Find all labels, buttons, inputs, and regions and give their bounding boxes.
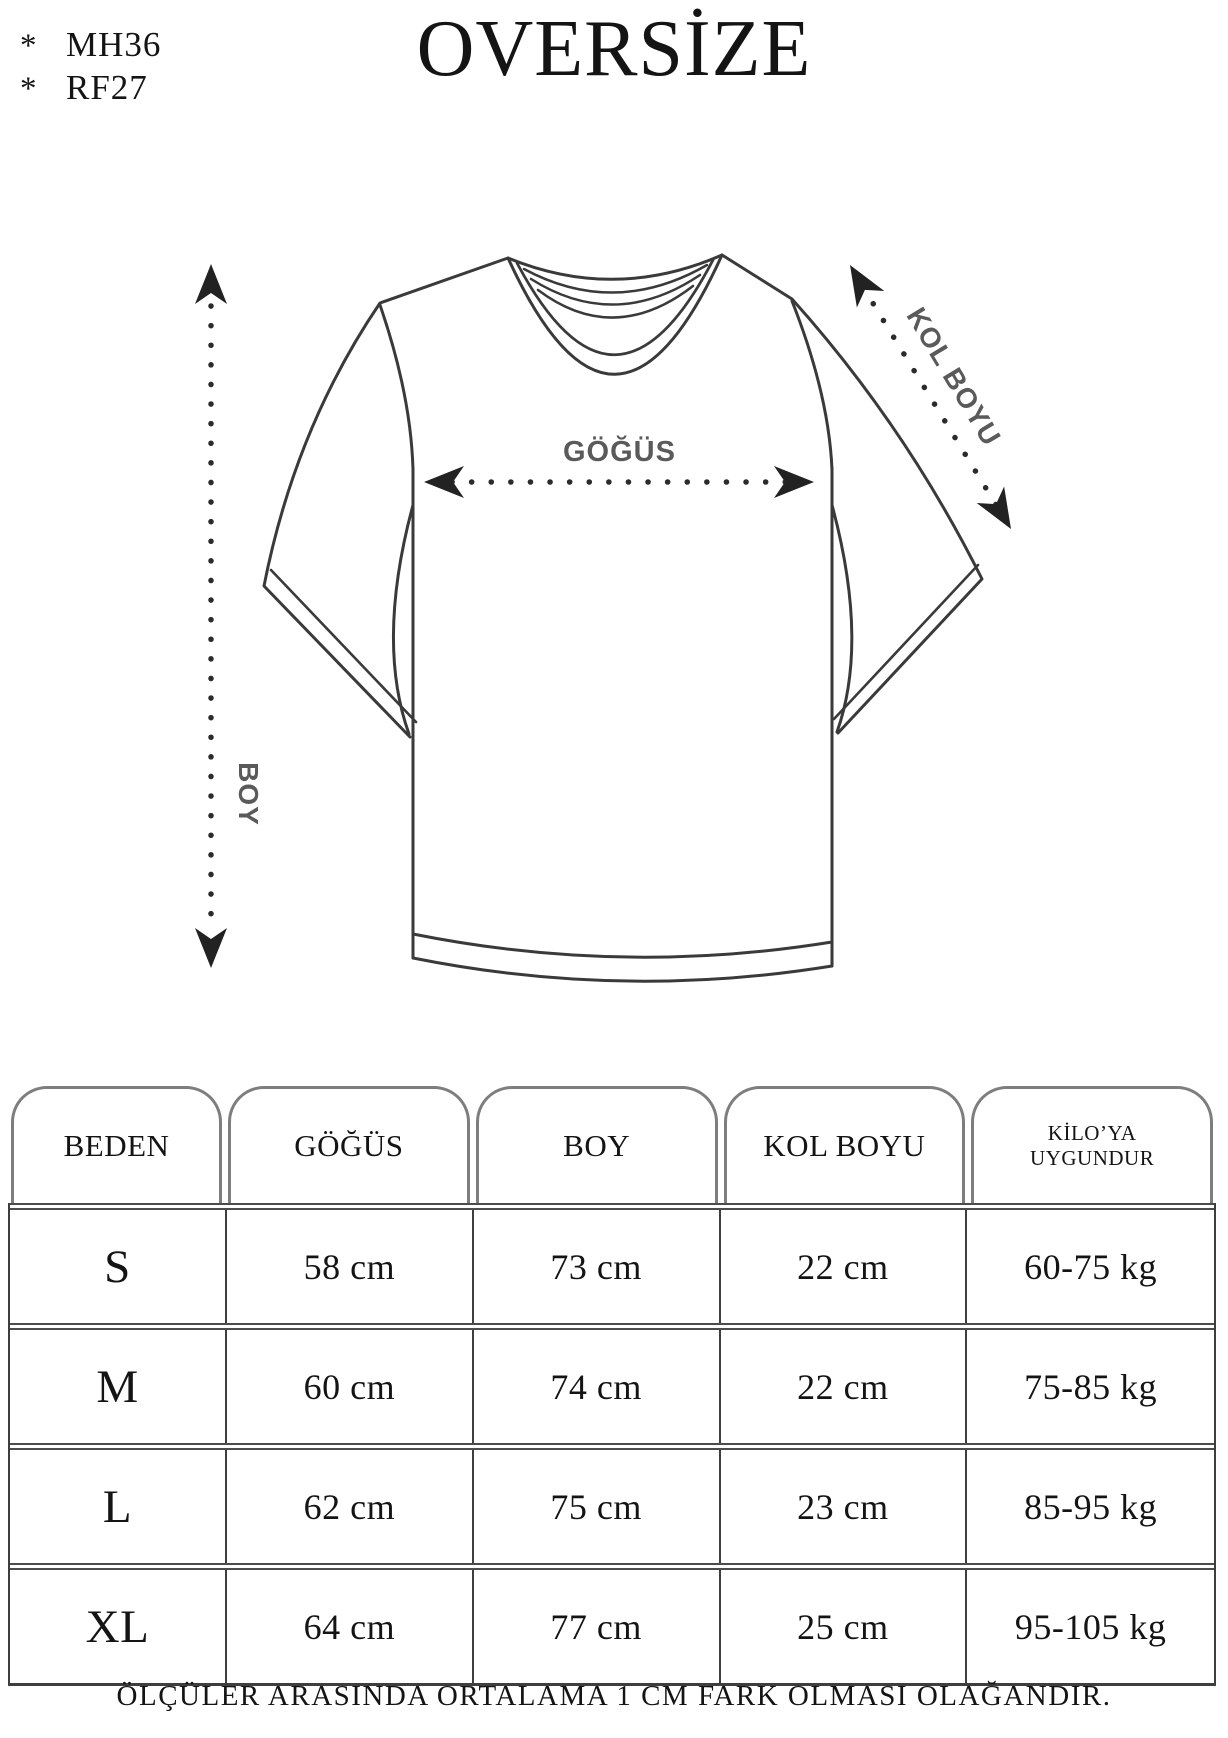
header-cell-chest: GÖĞÜS xyxy=(228,1086,470,1203)
product-code: RF27 xyxy=(66,67,148,107)
cell-length: 74 cm xyxy=(474,1330,721,1443)
header-cell-length: BOY xyxy=(476,1086,718,1203)
cell-chest: 58 cm xyxy=(227,1210,474,1323)
table-row xyxy=(10,1443,1214,1563)
cell-sleeve: 22 cm xyxy=(721,1330,968,1443)
cell-size: L xyxy=(10,1450,227,1563)
right-underarm xyxy=(832,505,852,732)
product-code: MH36 xyxy=(66,25,162,64)
cell-sleeve: 22 cm xyxy=(721,1210,968,1323)
cell-length: 73 cm xyxy=(474,1210,721,1323)
size-table-header xyxy=(8,1086,1216,1203)
arrow-left-head-icon xyxy=(424,466,464,498)
cell-length: 75 cm xyxy=(474,1450,721,1563)
size-table-body xyxy=(8,1203,1216,1686)
header-cell-weight: KİLO’YA UYGUNDUR xyxy=(971,1086,1213,1203)
table-row xyxy=(10,1203,1214,1323)
size-table xyxy=(8,1086,1216,1686)
page-title: OVERSİZE xyxy=(416,5,812,93)
tshirt-outline xyxy=(264,255,982,981)
left-sleeve-seam xyxy=(380,305,413,470)
cell-sleeve: 23 cm xyxy=(721,1450,968,1563)
cell-size: M xyxy=(10,1330,227,1443)
asterisk-mark: * xyxy=(20,28,38,64)
asterisk-mark: * xyxy=(20,70,38,107)
length-arrow xyxy=(195,264,227,968)
hem-bottom-line xyxy=(413,958,832,981)
sleeve-arrow xyxy=(836,257,1024,537)
cell-sleeve: 25 cm xyxy=(721,1570,968,1683)
cell-chest: 62 cm xyxy=(227,1450,474,1563)
cell-chest: 60 cm xyxy=(227,1330,474,1443)
cell-chest: 64 cm xyxy=(227,1570,474,1683)
cell-size: XL xyxy=(10,1570,227,1683)
chest-measure-label: GÖĞÜS xyxy=(563,436,676,468)
cell-weight: 60-75 kg xyxy=(1024,1246,1158,1287)
right-cuff-seam xyxy=(834,565,978,719)
collar-inner-curve xyxy=(517,260,713,355)
cell-weight: 75-85 kg xyxy=(1024,1366,1158,1407)
right-sleeve-seam xyxy=(792,301,832,470)
table-row xyxy=(10,1563,1214,1683)
sleeve-measure-label: KOL BOYU xyxy=(900,302,1008,452)
length-measure-label: BOY xyxy=(233,762,264,826)
header-cell-size: BEDEN xyxy=(11,1086,222,1203)
arrow-up-head-icon xyxy=(195,264,227,304)
chest-arrow xyxy=(424,466,814,498)
header-cell-sleeve: KOL BOYU xyxy=(724,1086,966,1203)
arrow-downright-head-icon xyxy=(977,486,1025,537)
hem-top-line xyxy=(413,934,832,957)
cell-weight: 95-105 kg xyxy=(1014,1606,1167,1647)
arrow-upleft-head-icon xyxy=(836,257,884,308)
cell-size: S xyxy=(10,1210,227,1323)
cell-length: 77 cm xyxy=(474,1570,721,1683)
left-sleeve-outline xyxy=(264,258,508,737)
measurement-disclaimer: ÖLÇÜLER ARASINDA ORTALAMA 1 CM FARK OLMASI OLAĞANDIR. xyxy=(116,1680,1112,1712)
table-row xyxy=(10,1323,1214,1443)
cell-weight: 85-95 kg xyxy=(1024,1486,1158,1527)
arrow-right-head-icon xyxy=(774,466,814,498)
arrow-down-head-icon xyxy=(195,928,227,968)
